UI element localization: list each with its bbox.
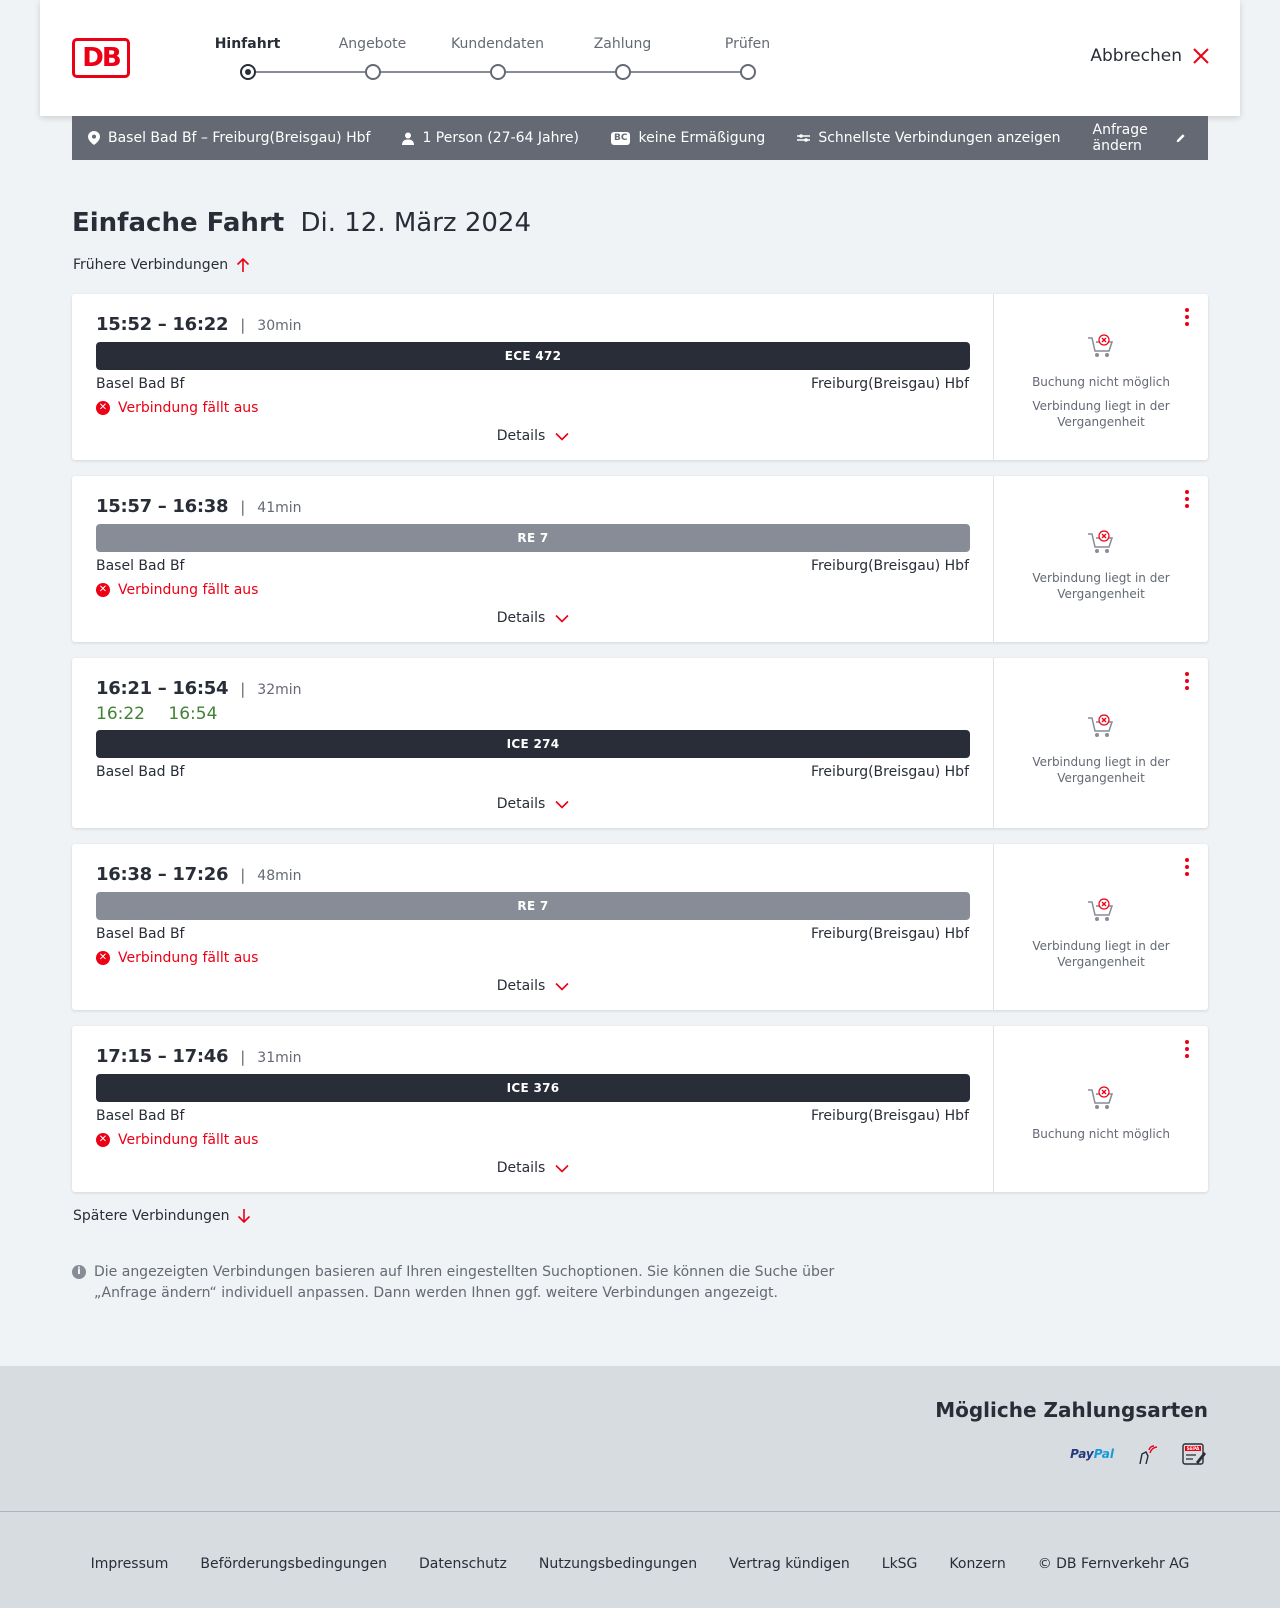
earlier-connections-label: Frühere Verbindungen (73, 257, 229, 273)
details-toggle[interactable] (72, 428, 994, 444)
later-connections-label: Spätere Verbindungen (73, 1208, 230, 1224)
connection-duration: 32min (257, 682, 302, 698)
connection-times: 16:21 – 16:54 (96, 678, 229, 699)
cancellation-text: Verbindung fällt aus (118, 950, 259, 966)
summary-discount-text: keine Ermäßigung (638, 130, 766, 146)
db-logo[interactable] (72, 38, 130, 78)
earlier-connections-link[interactable] (73, 257, 250, 273)
booking-status (994, 334, 1208, 438)
summary-passengers-text: 1 Person (27-64 Jahre) (422, 130, 579, 146)
payment-title: Mögliche Zahlungsarten (935, 1398, 1208, 1422)
arrow-up-icon (236, 257, 250, 273)
summary-passengers (402, 130, 579, 146)
booking-status (994, 898, 1208, 978)
connection-times: 15:57 – 16:38 (96, 496, 229, 517)
train-bar: ICE 274 (96, 730, 970, 758)
connection-main[interactable] (72, 844, 994, 1010)
separator: | (240, 680, 246, 698)
summary-option-text: Schnellste Verbindungen anzeigen (818, 130, 1061, 146)
footer-link-lksg[interactable]: LkSG (881, 1556, 918, 1572)
person-icon (402, 132, 414, 145)
db-logo-text: DB (82, 43, 120, 73)
step-dot (490, 64, 506, 80)
step-angebote (310, 34, 435, 80)
step-dot-active (240, 64, 256, 80)
booking-status-line: Verbindung liegt in der Vergangenheit (1032, 755, 1170, 785)
connection-times-row (96, 496, 302, 517)
connection-card (72, 844, 1208, 1010)
train-bar: RE 7 (96, 524, 970, 552)
connection-times: 16:38 – 17:26 (96, 864, 229, 885)
train-bar: ICE 376 (96, 1074, 970, 1102)
connection-duration: 31min (257, 1050, 302, 1066)
change-request-button[interactable] (1093, 122, 1186, 154)
progress-steps (170, 34, 820, 94)
arrival-station: Freiburg(Breisgau) Hbf (810, 558, 969, 574)
cancellation-notice (96, 950, 258, 966)
cancellation-notice (96, 1132, 258, 1148)
connection-times-row (96, 864, 302, 885)
booking-status-line: Verbindung liegt in der Vergangenheit (1032, 571, 1170, 601)
realtime-departure: 16:22 (96, 704, 145, 724)
connection-main[interactable] (72, 476, 994, 642)
error-icon: ✕ (96, 951, 110, 965)
paypal-text-pay: Pay (1070, 1447, 1094, 1461)
arrival-station: Freiburg(Breisgau) Hbf (810, 926, 969, 942)
booking-panel (994, 294, 1208, 460)
details-label: Details (496, 1160, 546, 1176)
separator: | (240, 316, 246, 334)
cancellation-notice (96, 400, 258, 416)
close-icon (1192, 47, 1210, 65)
details-label: Details (496, 428, 546, 444)
bahncard-icon: BC (611, 132, 630, 145)
step-dot (365, 64, 381, 80)
connection-times-row (96, 314, 302, 335)
contactless-icon (1136, 1442, 1160, 1466)
step-zahlung (560, 34, 685, 80)
booking-status-line: Buchung nicht möglich (1032, 375, 1170, 389)
more-options-icon[interactable] (1182, 308, 1192, 326)
connection-times-row (96, 678, 302, 699)
departure-station: Basel Bad Bf (96, 376, 185, 392)
step-label: Kundendaten (450, 36, 545, 52)
error-icon: ✕ (96, 401, 110, 415)
realtime-arrival: 16:54 (168, 704, 218, 724)
train-bar: RE 7 (96, 892, 970, 920)
location-pin-icon (88, 131, 100, 145)
summary-option (797, 130, 1060, 146)
footer-copyright: © DB Fernverkehr AG (1037, 1556, 1190, 1572)
step-hinfahrt (185, 34, 310, 80)
connection-duration: 30min (257, 318, 302, 334)
separator: | (240, 1048, 246, 1066)
pencil-icon (1176, 131, 1186, 145)
chevron-down-icon (555, 800, 569, 809)
cart-unavailable-icon (1087, 334, 1115, 360)
connection-main[interactable] (72, 294, 994, 460)
booking-header (40, 0, 1240, 116)
departure-station: Basel Bad Bf (96, 926, 185, 942)
details-label: Details (496, 610, 546, 626)
payment-methods-section (0, 1366, 1280, 1512)
paypal-text-pal: Pal (1093, 1447, 1114, 1461)
trip-type: Einfache Fahrt (72, 208, 285, 238)
footer-links (0, 1556, 1280, 1572)
summary-route (88, 130, 370, 146)
booking-status-line: Verbindung liegt in der Vergangenheit (1032, 399, 1170, 429)
cart-unavailable-icon (1087, 530, 1115, 556)
booking-panel (994, 1026, 1208, 1192)
svg-text:SEPA: SEPA (1186, 1447, 1200, 1453)
step-dot (740, 64, 756, 80)
paypal-icon (1070, 1447, 1114, 1461)
more-options-icon[interactable] (1182, 1040, 1192, 1058)
cart-unavailable-icon (1087, 714, 1115, 740)
booking-status-line: Buchung nicht möglich (1032, 1127, 1170, 1141)
booking-panel (994, 476, 1208, 642)
booking-panel (994, 658, 1208, 828)
more-options-icon[interactable] (1182, 490, 1192, 508)
info-icon: i (72, 1265, 86, 1279)
info-note (72, 1262, 852, 1304)
cancellation-text: Verbindung fällt aus (118, 1132, 259, 1148)
details-toggle[interactable] (72, 1160, 994, 1176)
connection-card (72, 1026, 1208, 1192)
connection-card (72, 658, 1208, 828)
later-connections-link[interactable] (73, 1208, 251, 1224)
booking-status (994, 530, 1208, 610)
step-label: Angebote (338, 36, 407, 52)
footer-link-datenschutz[interactable]: Datenschutz (418, 1556, 507, 1572)
arrival-station: Freiburg(Breisgau) Hbf (810, 1108, 969, 1124)
arrow-down-icon (237, 1208, 251, 1224)
step-label: Zahlung (593, 36, 652, 52)
connection-times: 15:52 – 16:22 (96, 314, 229, 335)
connection-times-row (96, 1046, 302, 1067)
step-kundendaten (435, 34, 560, 80)
details-toggle[interactable] (72, 796, 994, 812)
cart-unavailable-icon (1087, 898, 1115, 924)
cancel-button[interactable] (1090, 46, 1210, 66)
details-label: Details (496, 796, 546, 812)
booking-panel (994, 844, 1208, 1010)
details-label: Details (496, 978, 546, 994)
footer-link-befoerderungsbedingungen[interactable]: Beförderungsbedingungen (200, 1556, 387, 1572)
separator: | (240, 866, 246, 884)
details-toggle[interactable] (72, 978, 994, 994)
footer-link-impressum[interactable]: Impressum (90, 1556, 169, 1572)
search-summary-bar (72, 116, 1208, 160)
connection-card (72, 476, 1208, 642)
footer-link-nutzungsbedingungen[interactable]: Nutzungsbedingungen (538, 1556, 698, 1572)
realtime-times (96, 704, 235, 724)
filter-icon (797, 133, 810, 143)
info-text: Die angezeigten Verbindungen basieren auf Ihren eingestellten Suchoptionen. Sie können die Suche über „Anfrage ändern“ individuell anpassen. Dann werden Ihnen ggf. weitere Verbindungen angezeigt. (94, 1264, 835, 1301)
connection-times: 17:15 – 17:46 (96, 1046, 229, 1067)
step-dot (615, 64, 631, 80)
page-title (72, 208, 531, 238)
departure-station: Basel Bad Bf (96, 764, 185, 780)
trip-date: Di. 12. März 2024 (300, 208, 531, 238)
change-request-label: Anfrage ändern (1092, 122, 1148, 154)
footer-link-vertrag-kuendigen[interactable]: Vertrag kündigen (729, 1556, 850, 1572)
summary-route-text: Basel Bad Bf – Freiburg(Breisgau) Hbf (108, 130, 371, 146)
cancellation-notice (96, 582, 258, 598)
summary-discount (611, 130, 765, 146)
chevron-down-icon (555, 614, 569, 623)
booking-status (994, 714, 1208, 794)
separator: | (240, 498, 246, 516)
sepa-icon (1182, 1442, 1208, 1466)
chevron-down-icon (555, 432, 569, 441)
payment-icons (1070, 1442, 1208, 1466)
booking-status (994, 1086, 1208, 1150)
footer-link-konzern[interactable]: Konzern (949, 1556, 1006, 1572)
more-options-icon[interactable] (1182, 858, 1192, 876)
departure-station: Basel Bad Bf (96, 1108, 185, 1124)
connection-main[interactable] (72, 658, 994, 828)
step-label: Hinfahrt (214, 36, 281, 52)
cart-unavailable-icon (1087, 1086, 1115, 1112)
connection-duration: 41min (257, 500, 302, 516)
booking-status-line: Verbindung liegt in der Vergangenheit (1032, 939, 1170, 969)
cancel-label: Abbrechen (1090, 46, 1182, 66)
connection-card (72, 294, 1208, 460)
step-label: Prüfen (724, 36, 771, 52)
chevron-down-icon (555, 982, 569, 991)
departure-station: Basel Bad Bf (96, 558, 185, 574)
train-bar: ECE 472 (96, 342, 970, 370)
error-icon: ✕ (96, 1133, 110, 1147)
chevron-down-icon (555, 1164, 569, 1173)
connection-main[interactable] (72, 1026, 994, 1192)
cancellation-text: Verbindung fällt aus (118, 582, 259, 598)
page-footer (0, 1512, 1280, 1608)
error-icon: ✕ (96, 583, 110, 597)
arrival-station: Freiburg(Breisgau) Hbf (810, 764, 969, 780)
step-pruefen (685, 34, 810, 80)
cancellation-text: Verbindung fällt aus (118, 400, 259, 416)
connection-duration: 48min (257, 868, 302, 884)
details-toggle[interactable] (72, 610, 994, 626)
arrival-station: Freiburg(Breisgau) Hbf (810, 376, 969, 392)
more-options-icon[interactable] (1182, 672, 1192, 690)
